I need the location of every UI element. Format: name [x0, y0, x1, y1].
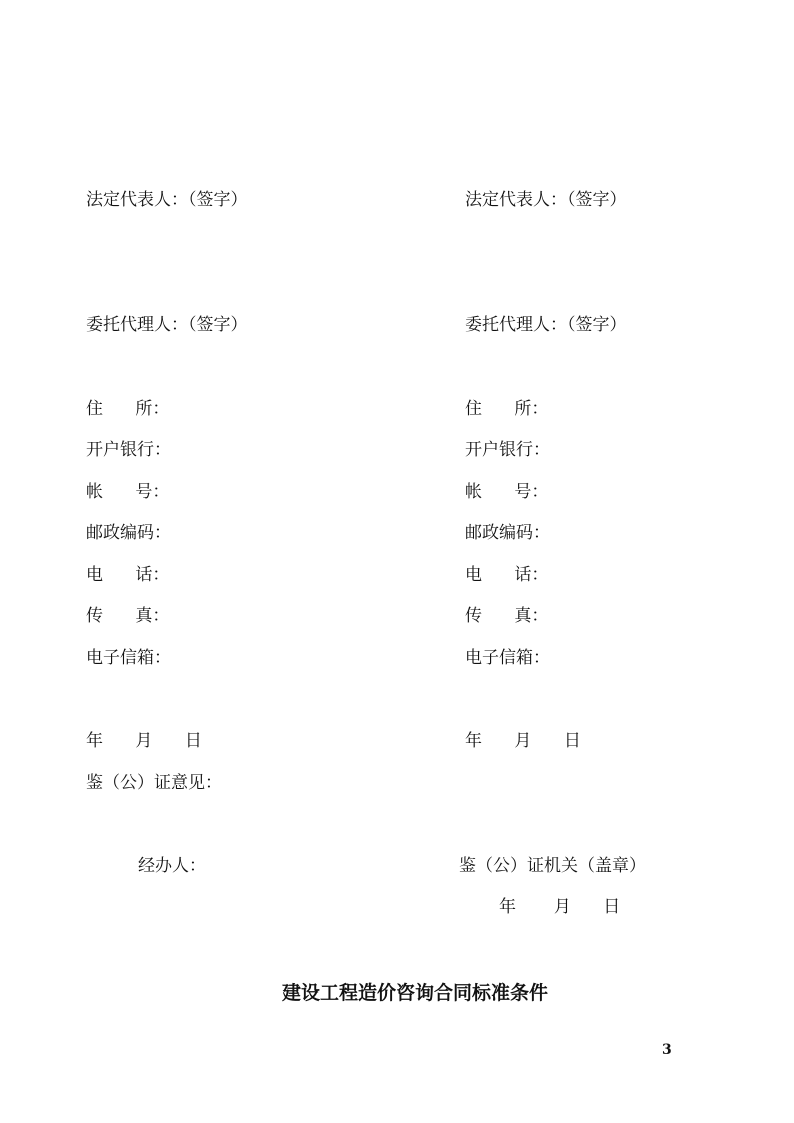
notarization-opinion-label: 鉴（公）证意见： [86, 773, 222, 793]
party-b-phone-label: 电 话： [465, 565, 549, 585]
party-b-account-label: 帐 号： [465, 482, 549, 502]
party-a-address-label: 住 所： [86, 399, 170, 419]
section-title: 建设工程造价咨询合同标准条件 [281, 982, 548, 1004]
party-b-email-label: 电子信箱： [465, 648, 550, 668]
notarization-date: 年 月 日 [499, 897, 621, 917]
party-a-legal-rep-label: 法定代表人：（签字） [86, 190, 248, 210]
party-a-agent-label: 委托代理人：（签字） [86, 315, 248, 335]
party-a-date: 年 月 日 [86, 731, 202, 751]
party-b-fax-label: 传 真： [465, 606, 549, 626]
party-b-postcode-label: 邮政编码： [465, 523, 550, 543]
party-b-agent-label: 委托代理人：（签字） [465, 315, 627, 335]
party-a-phone-label: 电 话： [86, 565, 170, 585]
handler-label: 经办人： [138, 856, 206, 876]
party-a-email-label: 电子信箱： [86, 648, 171, 668]
party-a-fax-label: 传 真： [86, 606, 170, 626]
party-a-account-label: 帐 号： [86, 482, 170, 502]
party-a-postcode-label: 邮政编码： [86, 523, 171, 543]
party-b-address-label: 住 所： [465, 399, 549, 419]
page-number: 3 [662, 1042, 672, 1058]
party-b-date: 年 月 日 [465, 731, 581, 751]
notarization-authority-label: 鉴（公）证机关（盖章） [459, 856, 646, 876]
party-b-bank-label: 开户银行： [465, 440, 550, 460]
party-b-legal-rep-label: 法定代表人：（签字） [465, 190, 627, 210]
party-a-bank-label: 开户银行： [86, 440, 171, 460]
